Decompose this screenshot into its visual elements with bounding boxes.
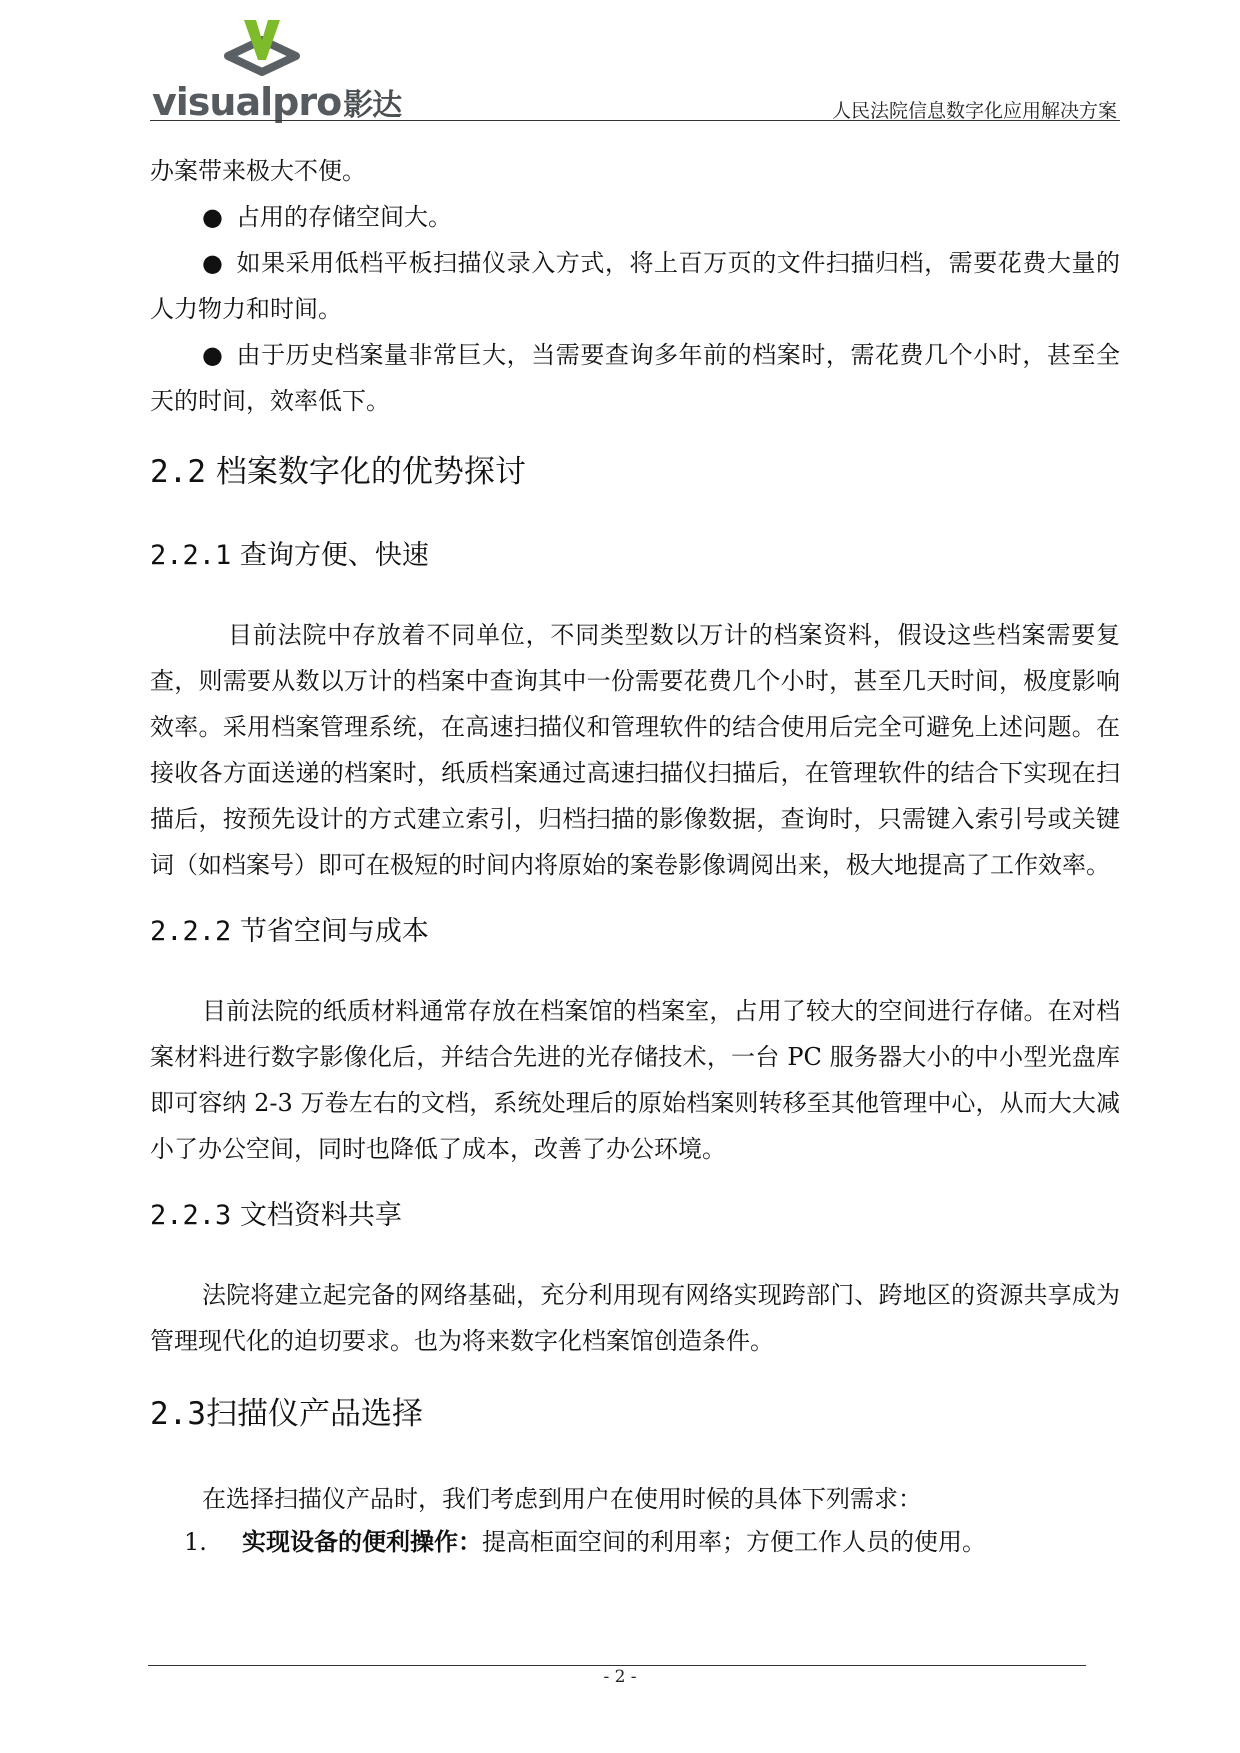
logo-mark-icon — [218, 18, 306, 76]
header-title: 人民法院信息数字化应用解决方案 — [831, 100, 1117, 122]
bullet-item — [150, 194, 1120, 240]
paragraph-2-3-intro: 在选择扫描仪产品时，我们考虑到用户在使用时候的具体下列需求： — [202, 1485, 922, 1513]
bullet-text: 如果采用低档平板扫描仪录入方式，将上百万页的文件扫描归档，需要花费大量的人力物力和时间。 — [150, 249, 1120, 323]
section-number: 2.3 — [150, 1396, 206, 1432]
bullet-text: 占用的存储空间大。 — [236, 203, 452, 231]
page-header — [150, 18, 1120, 123]
subsection-heading-2-2-3 — [150, 1198, 1120, 1234]
subsection-number: 2.2.2 — [150, 916, 232, 947]
logo-text — [152, 80, 401, 124]
bullet-item — [150, 332, 1120, 424]
page-content — [150, 148, 1120, 1562]
section-number: 2.2 — [150, 454, 206, 490]
logo-wordmark: visualpro — [152, 80, 342, 124]
paragraph-2-2-3: 法院将建立起完备的网络基础，充分利用现有网络实现跨部门、跨地区的资源共享成为管理现代化的迫切要求。也为将来数字化档案馆创造条件。 — [150, 1281, 1120, 1355]
bullet-icon: ● — [202, 341, 223, 369]
footer-rule — [148, 1665, 1086, 1666]
subsection-title: 查询方便、快速 — [239, 540, 429, 571]
bullet-icon: ● — [202, 249, 223, 277]
list-item-text: 提高柜面空间的利用率；方便工作人员的使用。 — [482, 1528, 986, 1556]
subsection-heading-2-2-1 — [150, 538, 1120, 574]
logo-cn: 影达 — [343, 88, 402, 123]
section-heading-2-3 — [150, 1394, 1120, 1434]
bullet-text: 由于历史档案量非常巨大，当需要查询多年前的档案时，需花费几个小时，甚至全天的时间，效率低下。 — [150, 341, 1120, 415]
paragraph-2-2-1: 目前法院中存放着不同单位，不同类型数以万计的档案资料，假设这些档案需要复查，则需要从数以万计的档案中查询其中一份需要花费几个小时，甚至几天时间，极度影响效率。采用档案管理系统，在高速扫描仪和管理软件的结合使用后完全可避免上述问题。在接收各方面送递的档案时，纸质档案通过高速扫描仪扫描后，在管理软件的结合下实现在扫描后，按预先设计的方式建立索引，归档扫描的影像数据，查询时，只需键入索引号或关键词（如档案号）即可在极短的时间内将原始的案卷影像调阅出来，极大地提高了工作效率。 — [150, 621, 1120, 879]
subsection-heading-2-2-2 — [150, 914, 1120, 950]
subsection-title: 节省空间与成本 — [239, 916, 429, 947]
paragraph-2-2-2: 目前法院的纸质材料通常存放在档案馆的档案室，占用了较大的空间进行存储。在对档案材料进行数字影像化后，并结合先进的光存储技术，一台 PC 服务器大小的中小型光盘库即可容纳 2-3 万卷左右的文档，系统处理后的原始档案则转移至其他管理中心，从而大大减小了办公空间，同时也降低了成本，改善了办公环境。 — [150, 997, 1120, 1163]
list-number: 1. — [184, 1528, 207, 1556]
list-item — [150, 1522, 1120, 1562]
intro-continuation: 办案带来极大不便。 — [150, 157, 366, 185]
subsection-number: 2.2.1 — [150, 540, 232, 571]
section-title: 档案数字化的优势探讨 — [215, 454, 526, 490]
page-number: - 2 - — [603, 1667, 637, 1687]
header-rule — [150, 120, 1120, 121]
subsection-number: 2.2.3 — [150, 1200, 232, 1231]
list-item-strong: 实现设备的便利操作： — [242, 1527, 482, 1556]
section-title: 扫描仪产品选择 — [206, 1396, 423, 1432]
visualpro-logo — [150, 18, 402, 124]
section-heading-2-2 — [150, 452, 1120, 492]
subsection-title: 文档资料共享 — [239, 1200, 402, 1231]
bullet-item — [150, 240, 1120, 332]
bullet-icon: ● — [202, 203, 223, 231]
